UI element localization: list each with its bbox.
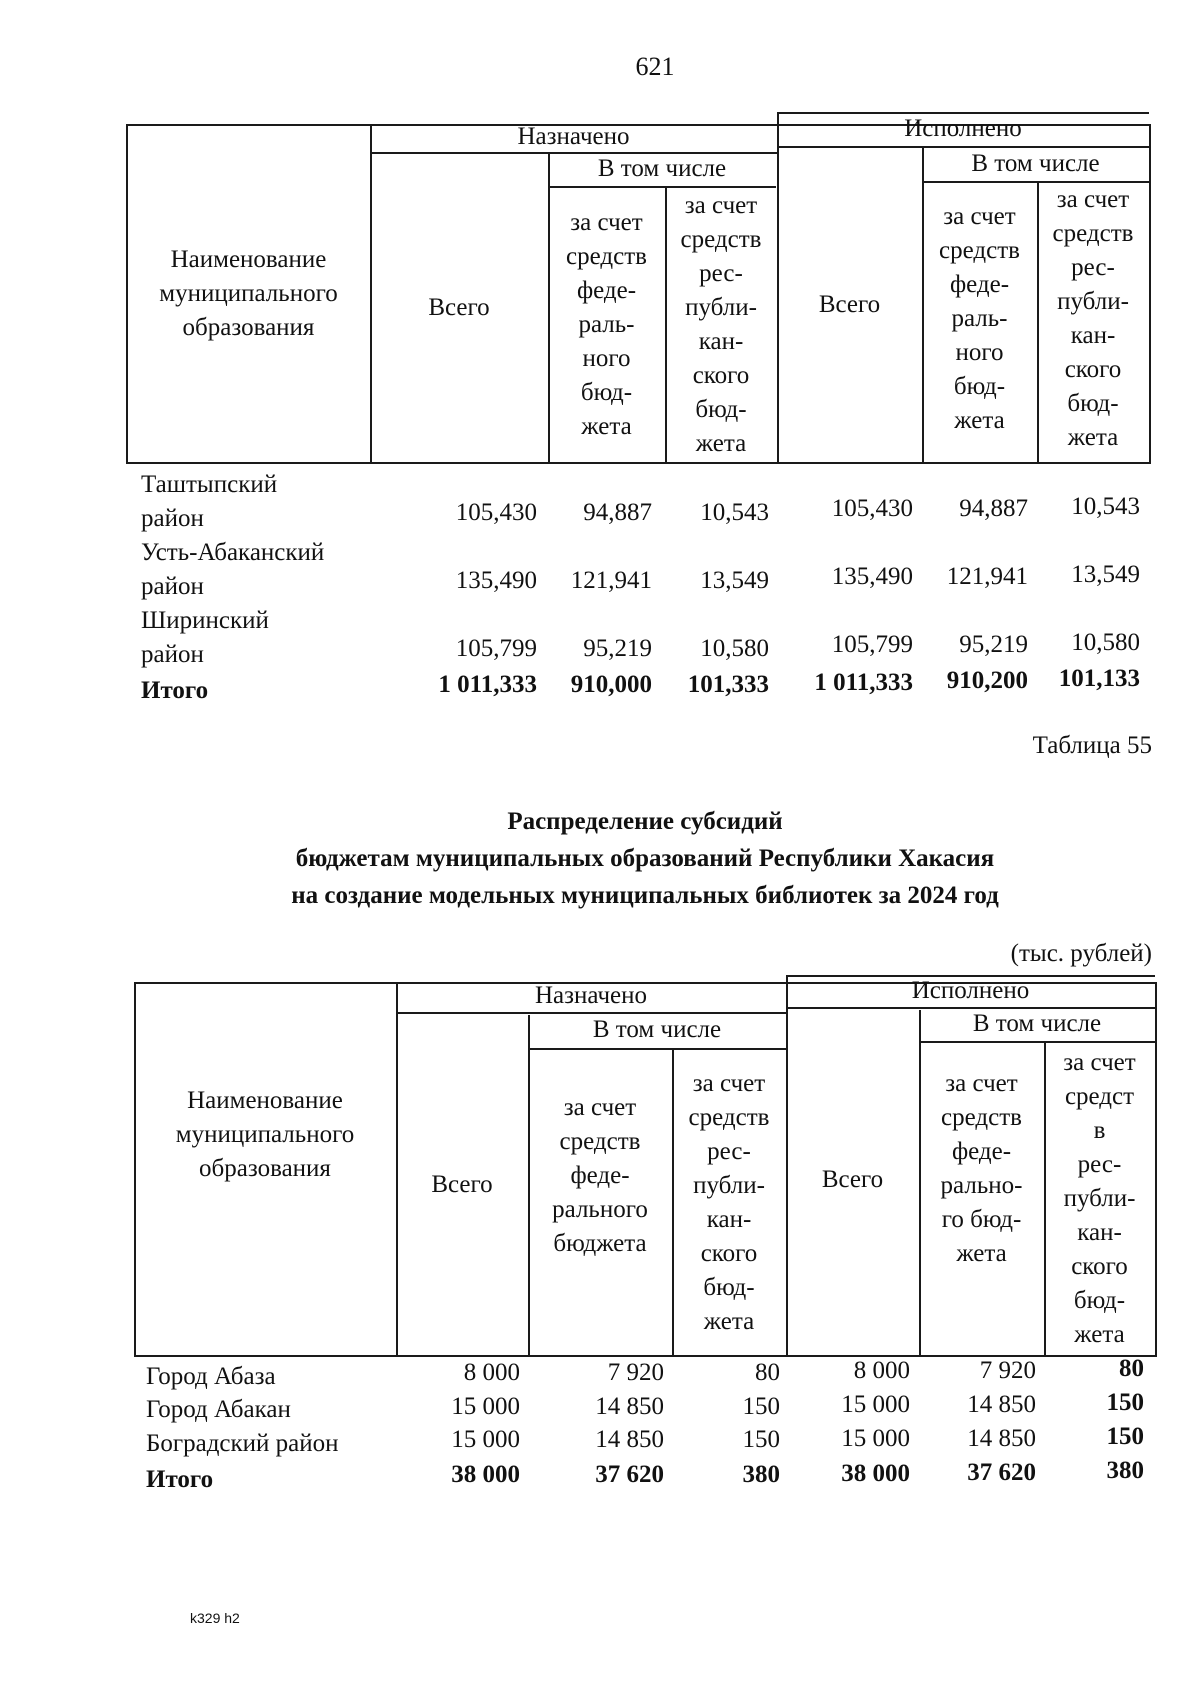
- table2-executed-federal-header: за счет средств феде- рально- го бюд- жета: [940, 1070, 1023, 1267]
- cell-value: 13,549: [700, 567, 769, 594]
- cell-value: 15 000: [841, 1391, 910, 1418]
- total-value: 38 000: [841, 1460, 910, 1487]
- total-value: 380: [1106, 1457, 1144, 1484]
- footer-code: k329 h2: [190, 1610, 240, 1626]
- total-value: 101,133: [1058, 665, 1140, 692]
- total-value: 910,200: [946, 667, 1028, 694]
- row-name: Город Абаза: [146, 1363, 276, 1390]
- table1-assigned-federal-header: за счет средств феде- раль- ного бюд- жета: [566, 209, 647, 440]
- table1-executed-total-header: Всего: [818, 291, 881, 318]
- table2-executed-total-header: Всего: [821, 1165, 884, 1193]
- unit-label: (тыс. рублей): [1010, 940, 1152, 967]
- total-value: 380: [742, 1461, 780, 1488]
- cell-value: 150: [1106, 1389, 1144, 1416]
- cell-value: 150: [1106, 1423, 1144, 1450]
- table2-assigned-header: Назначено: [534, 982, 648, 1009]
- cell-value: 80: [1119, 1355, 1144, 1382]
- cell-value: 15 000: [841, 1425, 910, 1452]
- table2-assigned-including: В том числе: [592, 1016, 722, 1043]
- table-title-line-3: на создание модельных муниципальных библиотек за 2024 год: [291, 882, 999, 909]
- cell-value: 10,543: [1071, 493, 1140, 520]
- table1-name-col-header: Наименование муниципального образования: [159, 246, 338, 341]
- total-value: 37 620: [967, 1459, 1036, 1486]
- table1-assigned-republic-header: за счет средств рес- публи- кан- ского бюд- жета: [680, 192, 762, 457]
- cell-value: 105,430: [455, 499, 537, 526]
- table1-assigned-including: В том числе: [597, 155, 727, 182]
- cell-value: 15 000: [451, 1393, 520, 1420]
- row-name: Боградский район: [146, 1430, 339, 1457]
- row-name: Город Абакан: [146, 1396, 291, 1423]
- cell-value: 150: [742, 1426, 780, 1453]
- page-number: 621: [635, 52, 675, 81]
- table2-assigned-total-header: Всего: [431, 1170, 493, 1198]
- cell-value: 105,799: [831, 631, 913, 658]
- cell-value: 8 000: [463, 1359, 520, 1386]
- cell-value: 14 850: [595, 1426, 664, 1453]
- cell-value: 7 920: [607, 1359, 664, 1386]
- table1-executed-including: В том числе: [971, 149, 1100, 177]
- cell-value: 135,490: [831, 563, 913, 590]
- cell-value: 14 850: [967, 1425, 1036, 1452]
- cell-value: 8 000: [853, 1357, 910, 1384]
- total-value: 38 000: [451, 1461, 520, 1488]
- cell-value: 80: [755, 1359, 780, 1386]
- row-name: Усть-Абаканский район: [141, 539, 325, 600]
- table2-name-col-header: Наименование муниципального образования: [175, 1086, 355, 1182]
- cell-value: 14 850: [595, 1393, 664, 1420]
- table1-executed-republic-header: за счет средств рес- публи- кан- ского бюд- жета: [1052, 186, 1134, 451]
- cell-value: 105,799: [455, 635, 537, 662]
- cell-value: 94,887: [583, 499, 652, 526]
- cell-value: 121,941: [570, 567, 652, 594]
- total-value: 1 011,333: [438, 671, 537, 698]
- table2-assigned-federal-header: за счет средств феде- рального бюджета: [552, 1093, 648, 1257]
- table2-executed-header: Исполнено: [911, 977, 1030, 1004]
- table1-executed-federal-header: за счет средств феде- раль- ного бюд- жета: [939, 203, 1020, 434]
- cell-value: 150: [742, 1393, 780, 1420]
- table1-executed-header: Исполнено: [904, 115, 1022, 142]
- total-label: Итого: [146, 1466, 214, 1493]
- table1-assigned-total-header: Всего: [428, 294, 490, 321]
- cell-value: 10,543: [700, 499, 769, 526]
- table2-executed-including: В том числе: [972, 1010, 1102, 1037]
- cell-value: 135,490: [455, 567, 537, 594]
- cell-value: 94,887: [959, 495, 1028, 522]
- cell-value: 14 850: [967, 1391, 1036, 1418]
- table-title-line-1: Распределение субсидий: [507, 808, 783, 835]
- cell-value: 105,430: [831, 495, 913, 522]
- table1-assigned-header: Назначено: [517, 123, 630, 150]
- table2-assigned-republic-header: за счет средств рес- публи- кан- ского бюд- жета: [688, 1069, 770, 1335]
- total-value: 910,000: [570, 671, 652, 698]
- table-label: Таблица 55: [1032, 732, 1152, 759]
- total-value: 1 011,333: [814, 669, 913, 696]
- cell-value: 121,941: [946, 563, 1028, 590]
- cell-value: 95,219: [583, 635, 652, 662]
- total-value: 37 620: [595, 1461, 664, 1488]
- total-value: 101,333: [687, 671, 769, 698]
- total-label: Итого: [141, 677, 209, 704]
- cell-value: 95,219: [959, 631, 1028, 658]
- row-name: Таштыпский район: [141, 471, 278, 532]
- table2-executed-republic-header: за счет средст в рес- публи- кан- ского бюд- жета: [1063, 1049, 1136, 1348]
- cell-value: 7 920: [979, 1357, 1036, 1384]
- cell-value: 13,549: [1071, 561, 1140, 588]
- cell-value: 10,580: [700, 635, 769, 662]
- cell-value: 10,580: [1071, 629, 1140, 656]
- row-name: Ширинский район: [141, 607, 269, 668]
- table-title-line-2: бюджетам муниципальных образований Республики Хакасия: [295, 845, 995, 872]
- cell-value: 15 000: [451, 1426, 520, 1453]
